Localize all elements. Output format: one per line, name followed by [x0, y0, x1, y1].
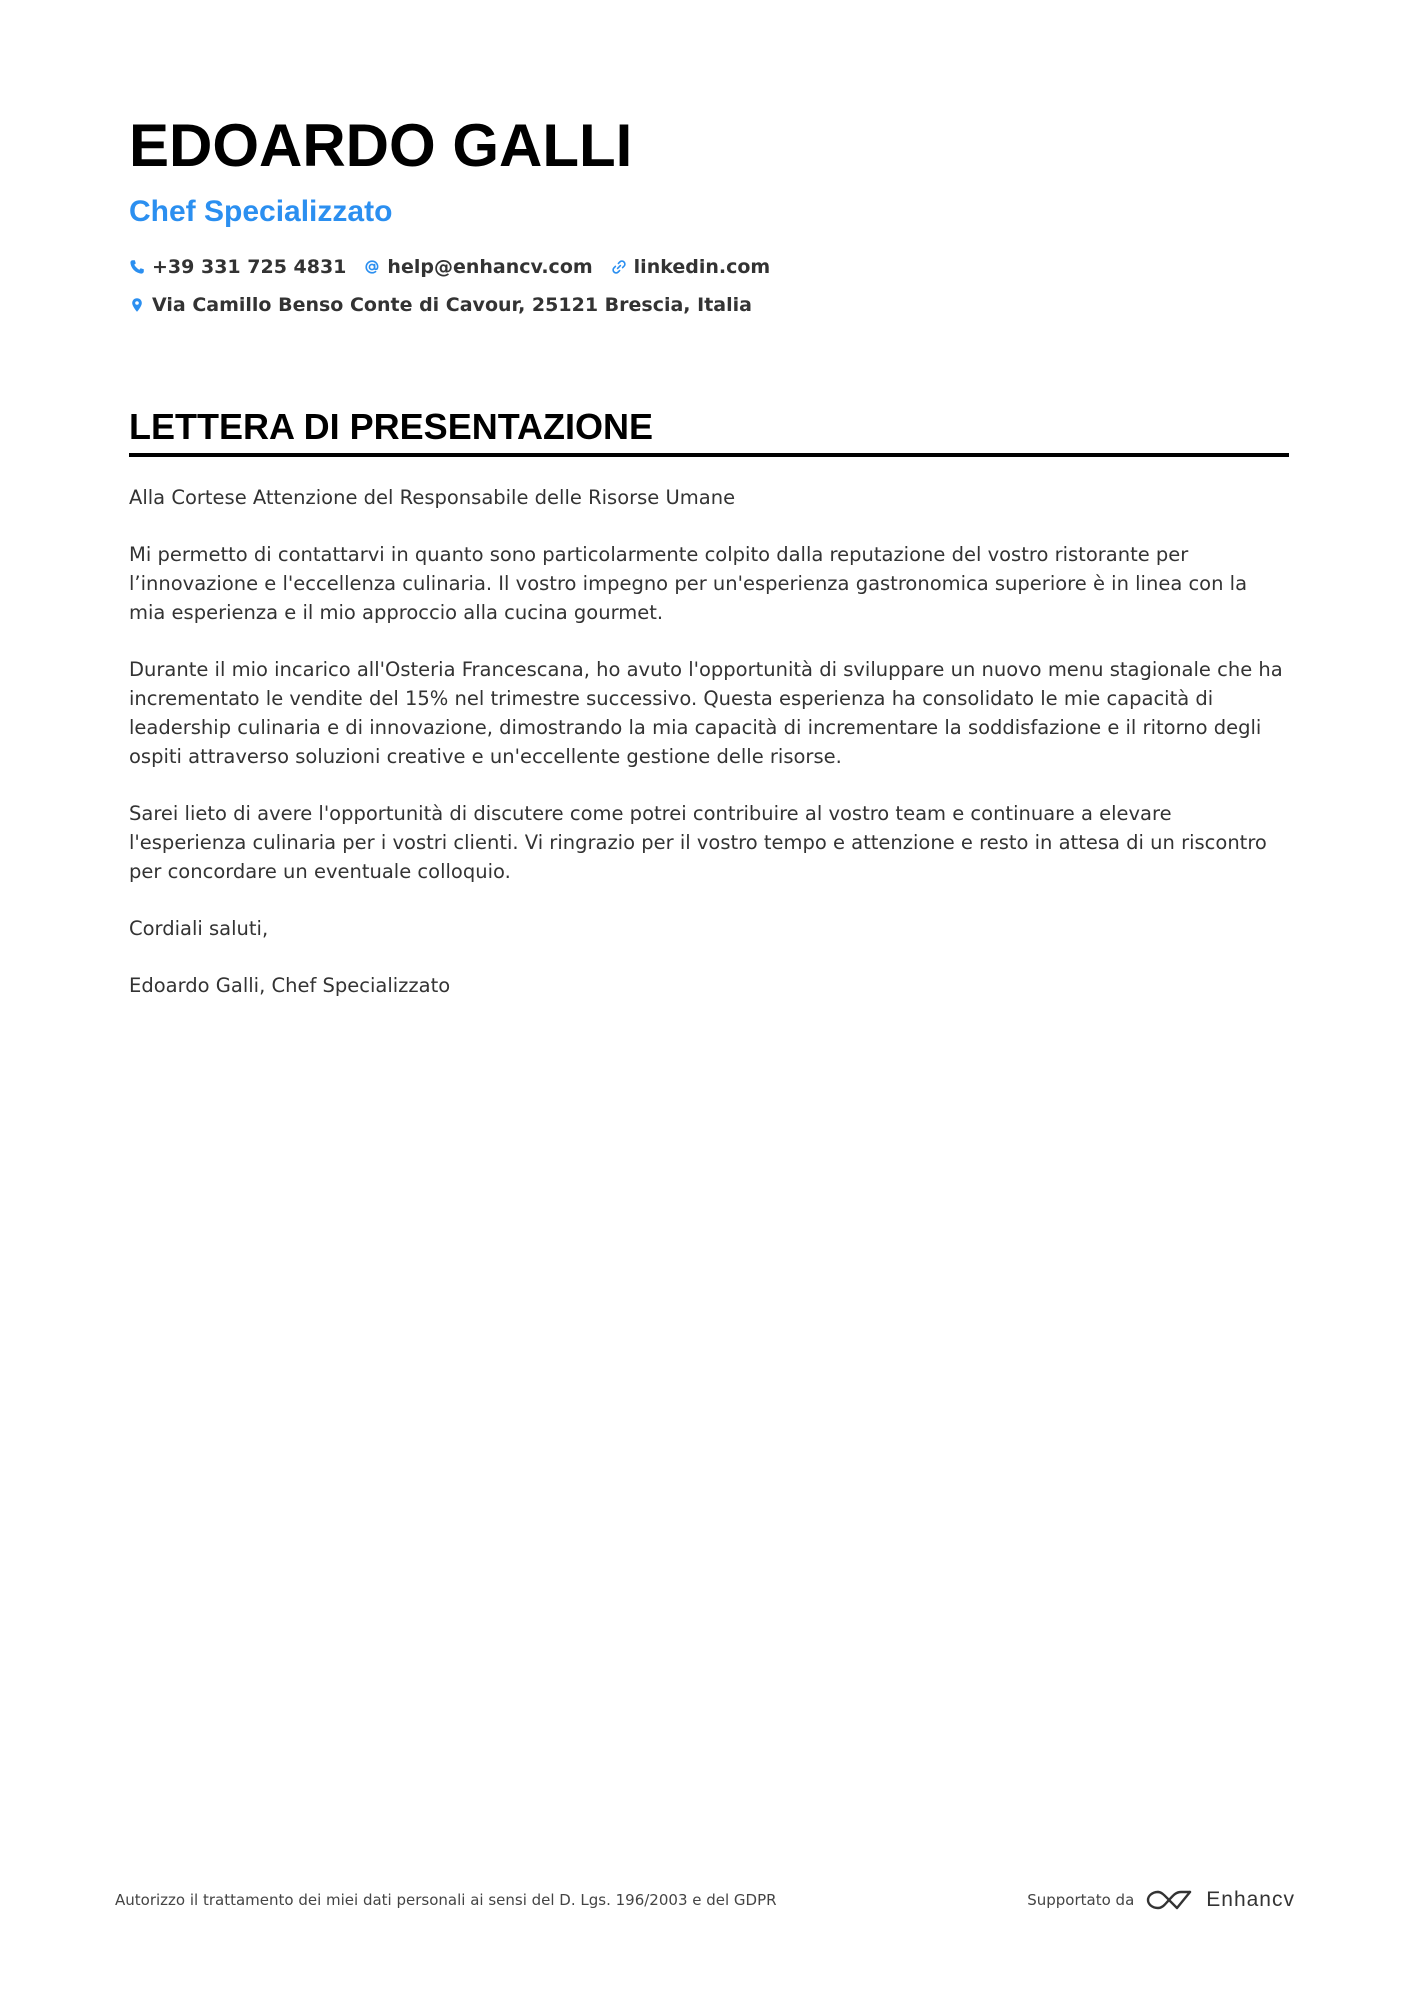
linkedin-url: linkedin.com [633, 256, 771, 278]
candidate-role: Chef Specializzato [129, 195, 393, 228]
candidate-name: EDOARDO GALLI [129, 112, 633, 179]
enhancv-logo-icon [1146, 1888, 1192, 1912]
letter-paragraph-1: Mi permetto di contattarvi in quanto sono particolarmente colpito dalla reputazione del vostro ristorante per l’innovazione e l'eccellenza culinaria. Il vostro impegno per un'esperienza gastronomica superiore è in linea con la mia esperienza e il mio approccio alla cucina gourmet. [129, 543, 1248, 624]
link-icon [611, 259, 627, 275]
privacy-consent: Autorizzo il trattamento dei miei dati personali ai sensi del D. Lgs. 196/2003 e del GDPR [115, 1891, 777, 1909]
contact-row-1 [129, 248, 1289, 286]
powered-by[interactable] [1027, 1888, 1295, 1912]
address: Via Camillo Benso Conte di Cavour, 25121 Brescia, Italia [152, 294, 752, 316]
section-title: LETTERA DI PRESENTAZIONE [129, 405, 1289, 457]
contact-row-2 [129, 286, 1289, 324]
brand-name: Enhancv [1206, 1888, 1295, 1911]
letter-paragraph-3: Sarei lieto di avere l'opportunità di discutere come potrei contribuire al vostro team e continuare a elevare l'esperienza culinaria per i vostri clienti. Vi ringrazio per il vostro tempo e attenzione e resto in attesa di un riscontro per concordare un eventuale colloquio. [129, 802, 1267, 883]
enhancv-logo[interactable] [1146, 1888, 1295, 1912]
supported-by-label: Supportato da [1027, 1891, 1135, 1909]
phone-icon [129, 259, 145, 275]
phone-number: +39 331 725 4831 [152, 256, 347, 278]
contact-info [129, 248, 1289, 324]
letter-closing: Cordiali saluti, [129, 917, 269, 940]
letter-paragraph-2: Durante il mio incarico all'Osteria Francescana, ho avuto l'opportunità di sviluppare un nuovo menu stagionale che ha incrementato le vendite del 15% nel trimestre successivo. Questa esperienza ha consolidato le mie capacità di leadership culinaria e di innovazione, dimostrando la mia capacità di incrementare la soddisfazione e il ritorno degli ospiti attraverso soluzioni creative e un'eccellente gestione delle risorse. [129, 658, 1283, 768]
footer [115, 1888, 1295, 1912]
email-address: help@enhancv.com [387, 256, 593, 278]
letter-signature: Edoardo Galli, Chef Specializzato [129, 974, 451, 997]
letter-salutation: Alla Cortese Attenzione del Responsabile delle Risorse Umane [129, 486, 736, 509]
header [129, 110, 1289, 324]
contact-address [129, 294, 752, 316]
location-pin-icon [129, 297, 145, 313]
cover-letter-section [129, 405, 1289, 1028]
at-icon [364, 259, 380, 275]
letter-body [129, 483, 1289, 1000]
contact-linkedin[interactable] [611, 256, 771, 278]
contact-phone[interactable] [129, 256, 346, 278]
contact-email[interactable] [364, 256, 592, 278]
